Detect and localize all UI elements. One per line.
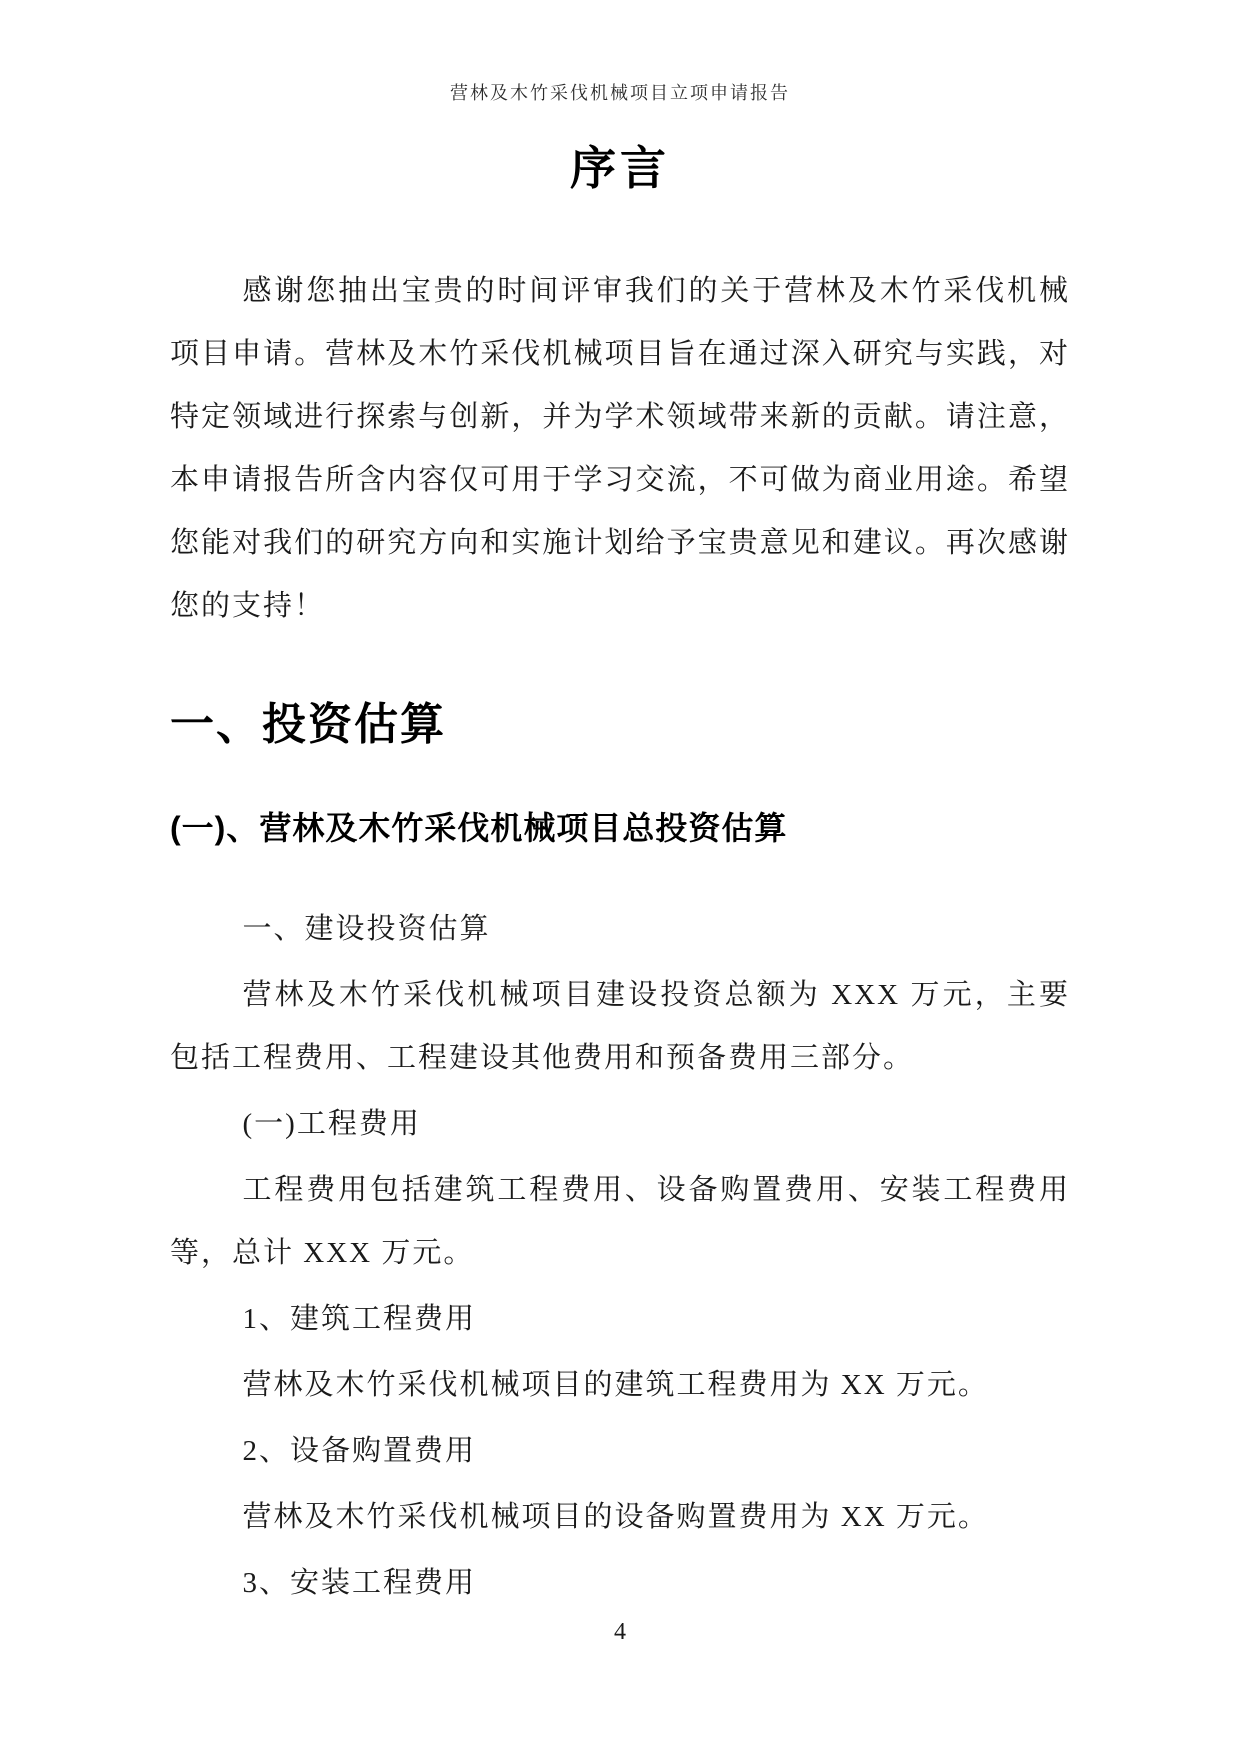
section-heading-investment-estimate: 一、投资估算: [170, 700, 446, 749]
page-number: 4: [614, 1619, 626, 1645]
body-paragraph: 营林及木竹采伐机械项目的设备购置费用为 XX 万元。: [242, 1501, 989, 1533]
body-paragraph: 3、安装工程费用: [242, 1567, 477, 1599]
body-paragraph: (一)工程费用: [242, 1108, 421, 1140]
subsection-body: [170, 898, 1070, 1615]
preface-paragraph: 感谢您抽出宝贵的时间评审我们的关于营林及木竹采伐机械项目申请。营林及木竹采伐机械项目旨在通过深入研究与实践，对特定领域进行探索与创新，并为学术领域带来新的贡献。请注意，本申请报告所含内容仅可用于学习交流，不可做为商业用途。希望您能对我们的研究方向和实施计划给予宝贵意见和建议。再次感谢您的支持！: [170, 275, 1070, 622]
body-paragraph: 1、建筑工程费用: [242, 1303, 477, 1335]
body-paragraph: 2、设备购置费用: [242, 1435, 477, 1467]
body-paragraph: 一、建设投资估算: [242, 913, 491, 945]
body-paragraph: 工程费用包括建筑工程费用、设备购置费用、安装工程费用等，总计 XXX 万元。: [170, 1174, 1070, 1269]
document-title: 序言: [570, 142, 670, 194]
running-header: 营林及木竹采伐机械项目立项申请报告: [450, 83, 790, 103]
body-paragraph: 营林及木竹采伐机械项目建设投资总额为 XXX 万元，主要包括工程费用、工程建设其他费用和预备费用三部分。: [170, 979, 1070, 1074]
subsection-heading-total-investment: (一)、营林及木竹采伐机械项目总投资估算: [170, 810, 788, 846]
page-content: [170, 260, 1070, 1615]
body-paragraph: 营林及木竹采伐机械项目的建筑工程费用为 XX 万元。: [242, 1369, 989, 1401]
